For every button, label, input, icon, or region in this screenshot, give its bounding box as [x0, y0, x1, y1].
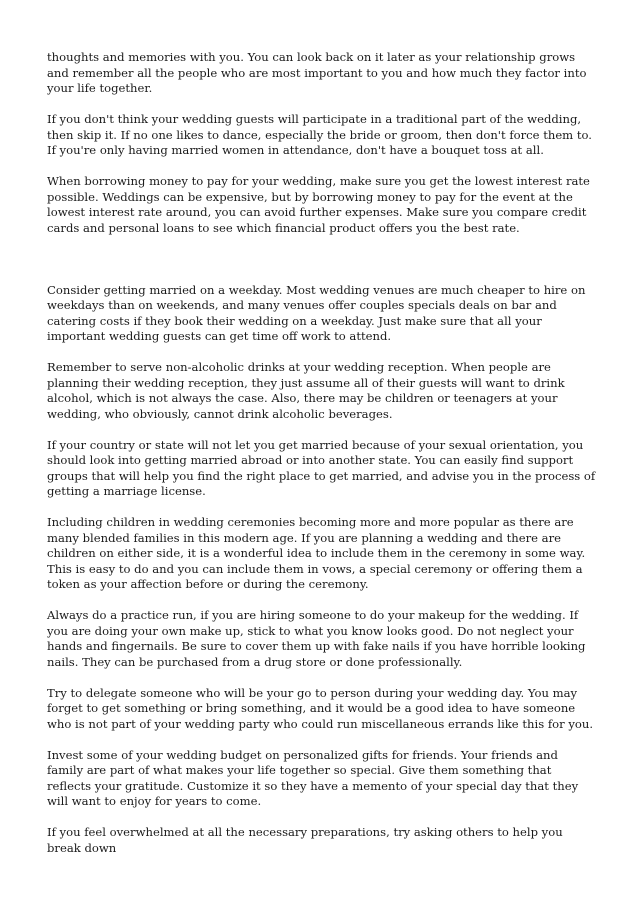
- paragraph-weekday: Consider getting married on a weekday. Most wedding venues are much cheaper to hire on weekdays than on weekends, and many venues offer couples specials deals on bar and catering costs if they book their wedding on a weekday. Just make sure that all your important wedding guests can get time off work to attend.: [47, 282, 586, 343]
- paragraph-delegate: Try to delegate someone who will be your go to person during your wedding day. You may forget to get something or bring something, and it would be a good idea to have someone who is not part of your wedding party who could run miscellaneous errands like this for you.: [47, 685, 594, 731]
- paragraph-children: Including children in wedding ceremonies becoming more and more popular as there are many blended families in this modern age. If you are planning a wedding and there are children on either side, it is a wonderful idea to include them in the ceremony in some way. This is easy to do and you can include them in vows, a special ceremony or offering them a token as your affection before or during the ceremony.: [47, 515, 586, 591]
- paragraph-practice-run: Always do a practice run, if you are hiring someone to do your makeup for the wedding. If you are doing your own make up, stick to what you know looks good. Do not neglect your hands and fingernails. Be sure to cover them up with fake nails if you have horrible looking nails. They can be purchased from a drug store or done professionally.: [47, 608, 586, 669]
- section-spacer: [47, 252, 597, 283]
- paragraph-skip-traditions: If you don't think your wedding guests will participate in a traditional part of the wedding, then skip it. If no one likes to dance, especially the bride or groom, then don't force them to. If you're only having married women in attendance, don't have a bouquet toss at all.: [47, 112, 592, 157]
- paragraph-memories: thoughts and memories with you. You can look back on it later as your relationship grows and remember all the people who are most important to you and how much they factor into your life together.: [47, 50, 587, 95]
- paragraph-marry-abroad: If your country or state will not let you get married because of your sexual orientation, you should look into getting married abroad or into another state. You can easily find support groups that will help you find the right place to get married, and advise you in the process of getting a marriage license.: [47, 437, 596, 498]
- paragraph-borrowing-money: When borrowing money to pay for your wedding, make sure you get the lowest interest rate possible. Weddings can be expensive, but by borrowing money to pay for the event at the lowest interest rate around, you can avoid further expenses. Make sure you compare credit cards and personal loans to see which financial product offers you the best rate.: [47, 174, 590, 235]
- document-page: [47, 50, 597, 872]
- paragraph-non-alcoholic: Remember to serve non-alcoholic drinks at your wedding reception. When people are planning their wedding reception, they just assume all of their guests will want to drink alcohol, which is not always the case. Also, there may be children or teenagers at your wedding, who obviously, cannot drink alcoholic beverages.: [47, 360, 565, 421]
- paragraph-gifts: Invest some of your wedding budget on personalized gifts for friends. Your friends and family are part of what makes your life together so special. Give them something that reflects your gratitude. Customize it so they have a memento of your special day that they will want to enjoy for years to come.: [47, 747, 579, 808]
- paragraph-overwhelmed: If you feel overwhelmed at all the necessary preparations, try asking others to help you break down: [47, 825, 563, 855]
